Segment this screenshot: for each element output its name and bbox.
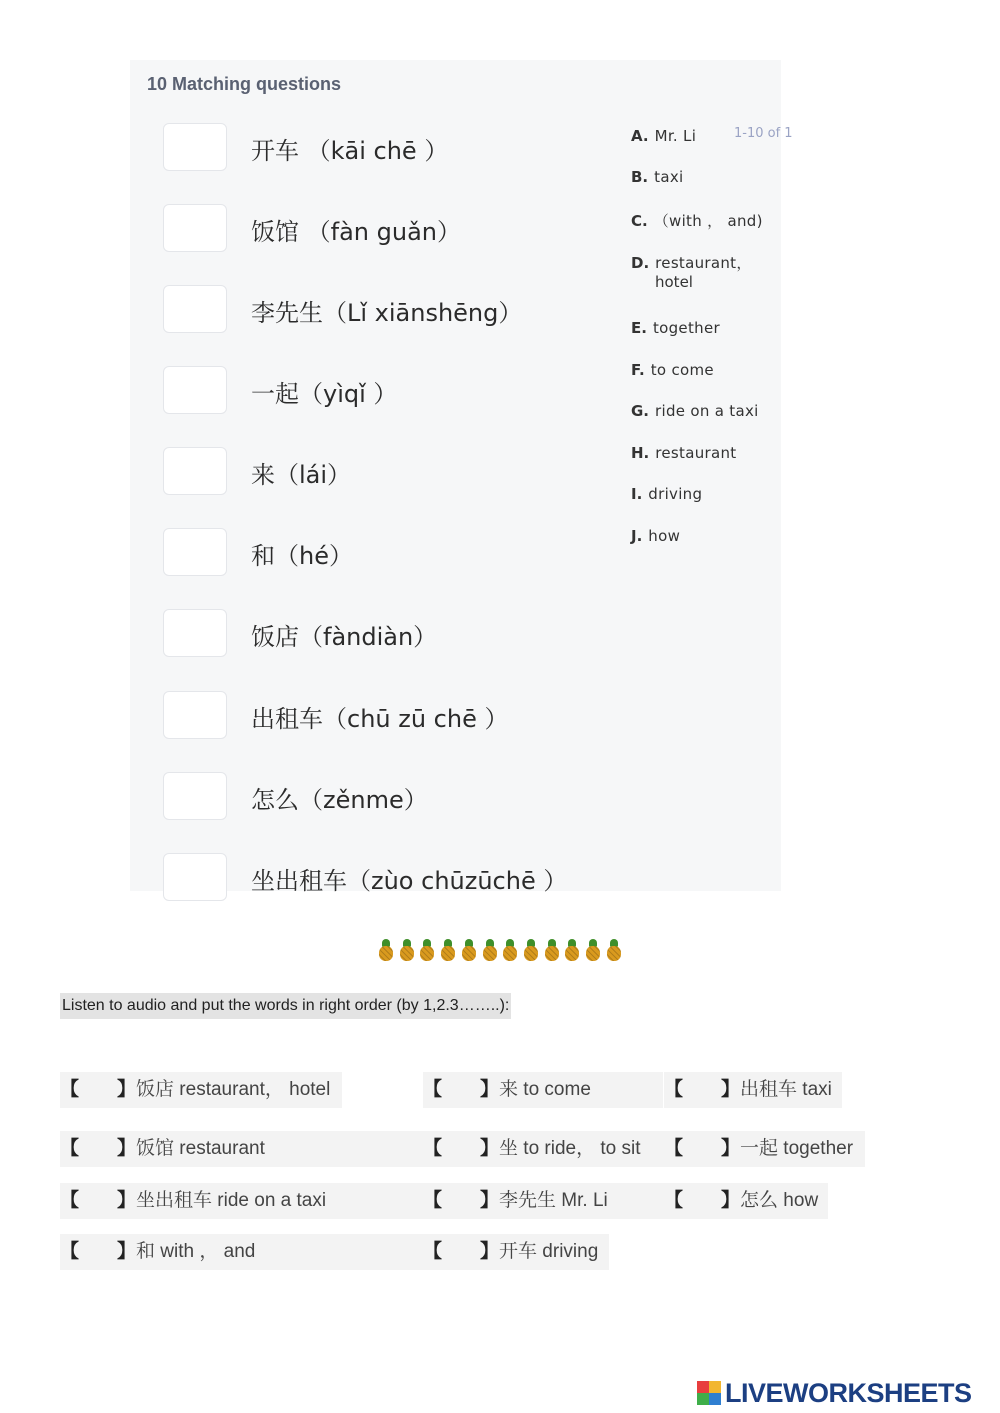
logo-mark-icon [697,1381,721,1405]
answer-text: together [652,319,720,337]
order-item [664,1183,828,1219]
answer-drop-box[interactable] [163,123,227,171]
order-item-text: 坐 to ride， to sit [499,1138,641,1159]
question-text: 和（hé） [251,542,353,570]
order-item [423,1234,609,1270]
pineapple-icon [419,939,435,961]
question-row [163,447,603,495]
question-row [163,528,603,576]
answer-text: to come [650,361,714,379]
pineapple-icon [523,939,539,961]
answer-letter: D. [631,254,650,272]
bracket-close: 】 [721,1079,741,1100]
panel-title: 10 Matching questions [147,74,342,94]
answer-drop-box[interactable] [163,204,227,252]
bracket-open: 【 [423,1241,443,1262]
question-text: 李先生（Lǐ xiānshēng） [251,299,523,327]
instruction-text: Listen to audio and put the words in right order (by 1,2.3……..): [60,993,511,1019]
answer-letter: G. [631,402,650,420]
order-item-text: 来 to come [499,1079,591,1100]
answer-option[interactable] [631,527,771,545]
answer-option[interactable] [631,485,771,503]
order-item-text: 出租车 taxi [740,1079,832,1100]
order-item [60,1183,423,1219]
bracket-open: 【 [423,1079,443,1100]
answer-option[interactable] [631,402,771,420]
answer-drop-box[interactable] [163,366,227,414]
bracket-open: 【 [60,1241,80,1262]
pineapple-icon [564,939,580,961]
question-text: 出租车（chū zū chē ） [251,705,509,733]
answer-option[interactable] [631,252,771,291]
bracket-open: 【 [60,1079,80,1100]
answer-letter: F. [631,361,645,379]
answer-letter: J. [631,527,643,545]
bracket-close: 】 [117,1138,137,1159]
bracket-open: 【 [664,1079,684,1100]
order-item [664,1131,865,1167]
bracket-close: 】 [117,1241,137,1262]
pineapple-icon [482,939,498,961]
question-text: 饭店（fàndiàn） [251,623,438,651]
page-counter: 1-10 of 1 [734,126,793,141]
bracket-close: 】 [480,1241,500,1262]
matching-panel [130,60,793,895]
question-text: 开车 （kāi chē ） [251,137,449,165]
answer-letter: C. [631,212,648,230]
answer-drop-box[interactable] [163,447,227,495]
order-item [423,1131,664,1167]
answer-option[interactable] [631,127,771,145]
question-row [163,691,603,739]
order-item [423,1183,664,1219]
answer-option[interactable] [631,168,771,186]
pineapple-icon [544,939,560,961]
bracket-close: 】 [480,1190,500,1211]
question-text: 来（lái） [251,461,352,489]
order-item-text: 开车 driving [499,1241,599,1262]
answer-drop-box[interactable] [163,691,227,739]
bracket-open: 【 [60,1138,80,1159]
answer-text-line2: hotel [655,273,693,291]
question-row [163,853,603,901]
answer-text: driving [648,485,703,503]
answer-letter: B. [631,168,649,186]
answer-option[interactable] [631,361,771,379]
answer-letter: I. [631,485,643,503]
bracket-close: 】 [117,1079,137,1100]
answer-text: ride on a taxi [655,402,759,420]
question-text: 饭馆 （fàn guǎn） [251,218,461,246]
pineapple-icon [585,939,601,961]
question-row [163,204,603,252]
order-item-text: 和 with ， and [136,1241,256,1262]
order-item-text: 坐出租车 ride on a taxi [136,1190,327,1211]
pineapple-icon [502,939,518,961]
bracket-close: 】 [480,1079,500,1100]
bracket-open: 【 [423,1138,443,1159]
pineapple-icon [399,939,415,961]
answer-letter: A. [631,127,649,145]
answer-option[interactable] [631,444,771,462]
bracket-open: 【 [664,1190,684,1211]
answer-option[interactable] [631,210,771,231]
pineapple-icon [378,939,394,961]
answer-text: Mr. Li [654,127,697,145]
answer-text: （with ， and) [653,212,763,230]
order-item [60,1234,423,1270]
logo-text: LIVEWORKSHEETS [725,1377,972,1408]
question-text: 坐出租车（zùo chūzūchē ） [251,867,568,895]
pineapple-divider [378,938,622,962]
answer-text: restaurant [655,444,737,462]
question-row [163,366,603,414]
pineapple-icon [461,939,477,961]
answer-drop-box[interactable] [163,609,227,657]
answer-letter: E. [631,319,647,337]
bracket-open: 【 [60,1190,80,1211]
bracket-close: 】 [721,1138,741,1159]
question-row [163,123,603,171]
order-item [60,1072,342,1108]
bracket-close: 】 [721,1190,741,1211]
order-item [60,1131,423,1167]
question-text: 怎么（zěnme） [251,786,428,814]
order-item-text: 李先生 Mr. Li [499,1190,608,1211]
answer-drop-box[interactable] [163,772,227,820]
bracket-close: 】 [480,1138,500,1159]
question-text: 一起（yìqǐ ） [251,380,398,408]
bracket-open: 【 [664,1138,684,1159]
order-item-text: 怎么 how [740,1190,819,1211]
answer-drop-box[interactable] [163,528,227,576]
bracket-close: 】 [117,1190,137,1211]
liveworksheets-logo[interactable] [697,1378,992,1408]
bracket-open: 【 [423,1190,443,1211]
answer-option[interactable] [631,319,771,337]
order-item [664,1072,842,1108]
order-item-text: 饭馆 restaurant [136,1138,265,1159]
answer-text: taxi [654,168,684,186]
answer-drop-box[interactable] [163,853,227,901]
answer-text: restaurant， [655,254,752,272]
order-item [423,1072,663,1108]
order-item-text: 一起 together [740,1138,854,1159]
pineapple-icon [440,939,456,961]
pineapple-icon [606,939,622,961]
answer-drop-box[interactable] [163,285,227,333]
order-item-text: 饭店 restaurant， hotel [136,1079,331,1100]
answer-letter: H. [631,444,650,462]
answer-text: how [648,527,681,545]
question-row [163,285,603,333]
question-row [163,609,603,657]
question-row [163,772,603,820]
